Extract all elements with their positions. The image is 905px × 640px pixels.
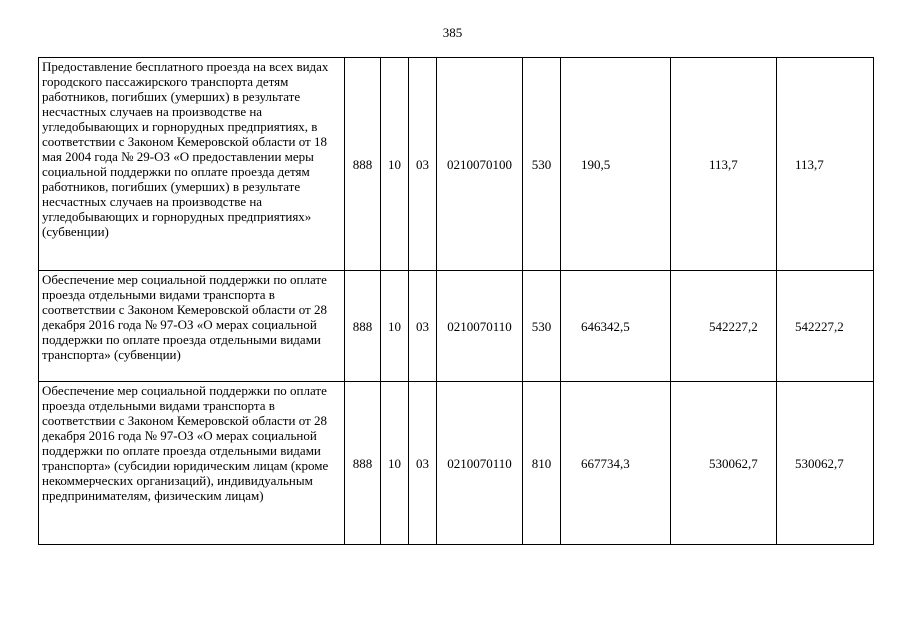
amount-year-1: 190,5: [561, 58, 671, 271]
amount-year-2: 542227,2: [671, 271, 777, 382]
ministry-code: 888: [345, 382, 381, 545]
table-row: [39, 382, 874, 545]
row-description: Предоставление бесплатного проезда на всех видах городского пассажирского транспорта детям работников, погибших (умерших) в результате несчастных случаев на производстве на угледобывающих и горнорудных предприятиях, в соответствии с Законом Кемеровской области от 18 мая 2004 года № 29-ОЗ «О предоставлении меры социальной поддержки по оплате проезда детям работников, погибших (умерших) в результате несчастных случаев на производстве на угледобывающих и горнорудных предприятиях» (субвенции): [39, 58, 345, 271]
budget-table: [38, 57, 874, 545]
target-article-code: 0210070110: [437, 382, 523, 545]
amount-year-2: 113,7: [671, 58, 777, 271]
section-code: 10: [381, 58, 409, 271]
amount-year-3: 113,7: [777, 58, 874, 271]
subsection-code: 03: [409, 58, 437, 271]
section-code: 10: [381, 382, 409, 545]
target-article-code: 0210070100: [437, 58, 523, 271]
amount-year-1: 667734,3: [561, 382, 671, 545]
amount-year-3: 542227,2: [777, 271, 874, 382]
expense-type-code: 530: [523, 271, 561, 382]
section-code: 10: [381, 271, 409, 382]
subsection-code: 03: [409, 271, 437, 382]
table-row: [39, 58, 874, 271]
expense-type-code: 530: [523, 58, 561, 271]
row-description: Обеспечение мер социальной поддержки по оплате проезда отдельными видами транспорта в соответствии с Законом Кемеровской области от 28 декабря 2016 года № 97-ОЗ «О мерах социальной поддержки по оплате проезда отдельными видами транспорта» (субвенции): [39, 271, 345, 382]
subsection-code: 03: [409, 382, 437, 545]
amount-year-1: 646342,5: [561, 271, 671, 382]
row-description: Обеспечение мер социальной поддержки по оплате проезда отдельными видами транспорта в соответствии с Законом Кемеровской области от 28 декабря 2016 года № 97-ОЗ «О мерах социальной поддержки по оплате проезда отдельными видами транспорта» (субсидии юридическим лицам (кроме некоммерческих организаций), индивидуальным предпринимателям, физическим лицам): [39, 382, 345, 545]
amount-year-2: 530062,7: [671, 382, 777, 545]
ministry-code: 888: [345, 271, 381, 382]
page-number: 385: [442, 25, 463, 40]
table-row: [39, 271, 874, 382]
amount-year-3: 530062,7: [777, 382, 874, 545]
ministry-code: 888: [345, 58, 381, 271]
expense-type-code: 810: [523, 382, 561, 545]
target-article-code: 0210070110: [437, 271, 523, 382]
